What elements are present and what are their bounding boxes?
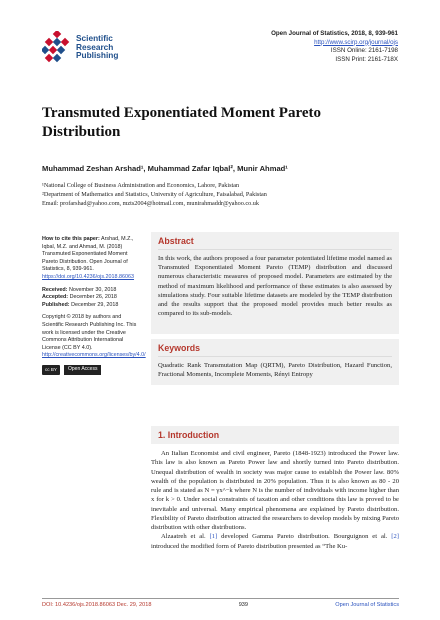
issn-print: ISSN Print: 2161-718X (335, 55, 398, 63)
keywords-text: Quadratic Rank Transmutation Map (QRTM), Pareto Distribution, Hazard Function, Fractional Moments, Incomplete Moments, Rényi Entropy (158, 362, 392, 379)
footer-doi: DOI: 10.4236/ojs.2018.86063 Dec. 29, 2018 (42, 602, 152, 608)
cite-text: Arshad, M.Z., Iqbal, M.Z. and Ahmad, M. (2018) Transmuted Exponentiated Moment Pareto Distribution. Open Journal of Statistics, 8, 939-961. (42, 236, 134, 273)
journal-url-link[interactable]: http://www.scirp.org/journal/ojs (314, 38, 398, 46)
abstract-section (151, 232, 399, 385)
published-label: Published: (42, 301, 70, 308)
introduction-heading: 1. Introduction (151, 426, 399, 444)
license-badges (42, 365, 140, 375)
publisher-name-line: Publishing (76, 50, 119, 61)
author-list: Muhammad Zeshan Arshad¹, Muhammad Zafar Iqbal², Munir Ahmad¹ (42, 164, 288, 173)
keywords-box (151, 339, 399, 385)
doi-link[interactable]: https://doi.org/10.4236/ojs.2018.86063 (42, 273, 135, 280)
intro-paragraph: An Italian Economist and civil engineer, Pareto (1848-1923) introduced the Power law. This law is also known as Pareto Power law and shortly turned into Pareto distribution. Unequal distribution of wealth in society was major cause to establish the Power law. 80% wealth of the population is distributed in 20% population. Thus it is also known as 80 - 20 rule and is stated as N = γx^−k where N is the number of individuals with income higher than x for k > 0. Under social constraints of taxation and other conditions this law is proved to be inevitable and universal. Many empirical phenomena are explained by Pareto distribution. Flexibility of Pareto distribution attracted the researchers to develop models by mixing Pareto distribution with other distributions. (151, 450, 399, 531)
received-label: Received: (42, 286, 68, 293)
page-number: 939 (238, 602, 249, 608)
issn-online: ISSN Online: 2161-7198 (330, 47, 398, 54)
journal-info (271, 30, 398, 64)
accepted-label: Accepted: (42, 294, 69, 301)
sidebar (42, 236, 146, 375)
intro-text: Alzaatreh et al. (161, 533, 210, 541)
dates-block (42, 287, 140, 310)
copyright-block (42, 314, 146, 360)
citation-block (42, 236, 140, 282)
publisher-name-line: Scientific (76, 33, 113, 43)
intro-text: introduced the modified form of Pareto distribution presented as “The Ku- (151, 542, 348, 550)
introduction-body (151, 444, 399, 551)
published-date: December 29, 2018 (71, 301, 119, 308)
cite-label: How to cite this paper: (42, 236, 100, 242)
publisher-name-line: Research (76, 41, 114, 52)
reference-link[interactable]: [2] (391, 533, 399, 541)
introduction-section (151, 426, 399, 551)
publisher-name (76, 34, 118, 60)
abstract-text: In this work, the authors proposed a four parameter potentiated lifetime model named as Transmuted Exponentiated Moment Pareto (TEMP) distribution and discussed numerous characteristic measures of proposed model. Parameters are estimated by the method of maximum likelihood and performance of these estimates is also assessed by simulations study. Four suitable lifetime datasets are modeled by the TEMP distribution and the results support that the proposed model provides much better results as compared to its sub-models. (158, 255, 392, 318)
abstract-box (151, 232, 399, 334)
accepted-date: December 26, 2018 (69, 294, 117, 301)
affiliations (42, 181, 402, 208)
cc-by-badge[interactable]: cc BY (42, 365, 60, 375)
license-link[interactable]: http://creativecommons.org/licenses/by/4.0/ (42, 352, 146, 359)
open-access-badge: Open Access (64, 365, 101, 375)
received-date: November 30, 2018 (68, 286, 117, 293)
srp-logo-icon (42, 31, 72, 63)
paper-title: Transmuted Exponentiated Moment Pareto Distribution (42, 105, 322, 140)
page-footer (42, 598, 399, 608)
affiliation-line: ¹National College of Business Administration and Economics, Lahore, Pakistan (42, 182, 240, 189)
affiliation-line: ²Department of Mathematics and Statistics, University of Agriculture, Faisalabad, Pakistan (42, 191, 267, 198)
intro-paragraph (151, 532, 399, 551)
footer-journal: Open Journal of Statistics (335, 602, 399, 608)
keywords-heading: Keywords (158, 343, 392, 357)
reference-link[interactable]: [1] (209, 533, 218, 541)
copyright-text: Copyright © 2018 by authors and Scientific Research Publishing Inc. This work is licensed under the Creative Commons Attribution International License (CC BY 4.0). (42, 314, 137, 351)
intro-text: developed Gamma Pareto distribution. Bourguignon et al. (217, 533, 392, 541)
journal-citation: Open Journal of Statistics, 2018, 8, 939-961 (271, 30, 398, 37)
email-line: Email: profarshad@yahoo.com, mzts2004@hotmail.com, munirahmaddr@yahoo.co.uk (42, 200, 259, 207)
abstract-heading: Abstract (158, 236, 392, 250)
publisher-logo (42, 31, 162, 65)
